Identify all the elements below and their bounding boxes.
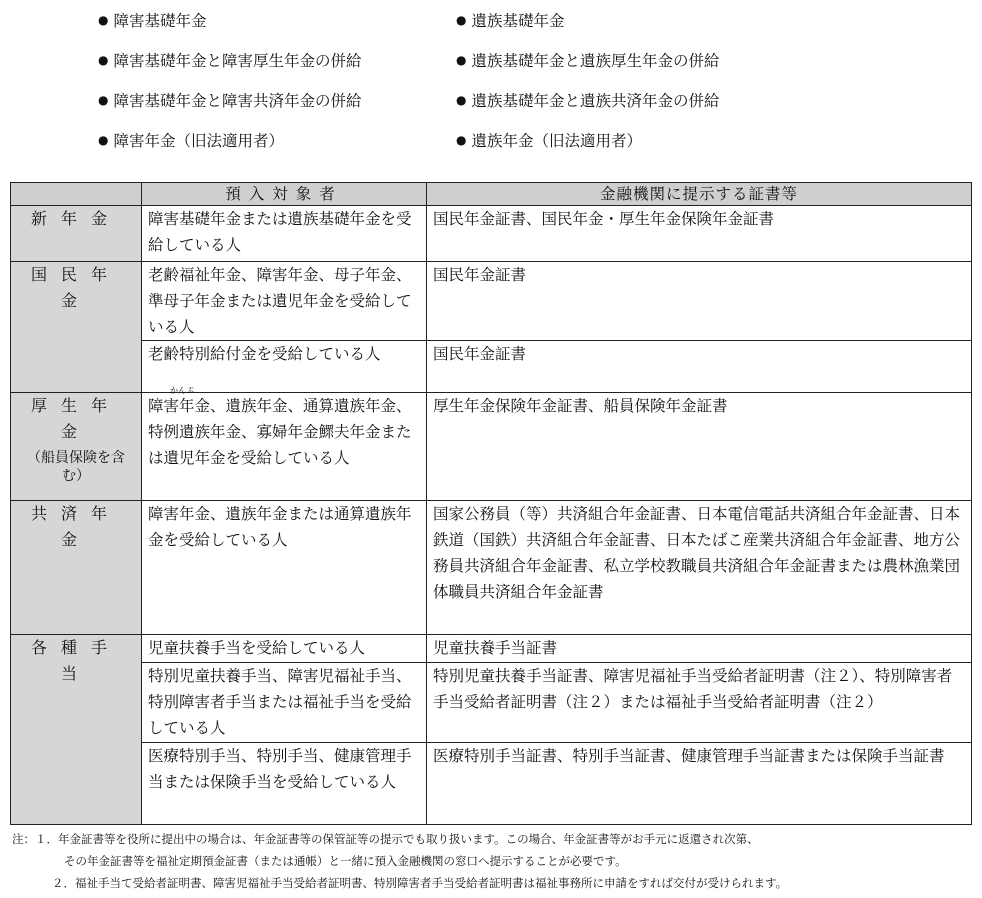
note-1 <box>12 828 974 850</box>
table-row <box>11 393 972 501</box>
header-subject: 預入対象者 <box>142 183 427 206</box>
docs-cell: 国民年金証書、国民年金・厚生年金保険年金証書 <box>427 206 972 262</box>
bullet-dot-icon: ● <box>98 133 109 147</box>
table-row <box>11 262 972 341</box>
table-header-row <box>11 183 972 206</box>
pension-deposit-table <box>10 182 972 825</box>
bullet-text: 障害基礎年金と障害共済年金の併給 <box>113 92 362 110</box>
category-kosei-label: 厚生年金 <box>30 396 121 441</box>
table-row <box>11 501 972 635</box>
bullet-text: 遺族基礎年金と遺族共済年金の併給 <box>471 92 720 110</box>
note-1-continued: その年金証書等を福祉定期預金証書（または通帳）と一緒に預入金融機関の窓口へ提示することが必要です。 <box>64 854 627 868</box>
table-row <box>11 743 972 825</box>
bullet-text: 遺族基礎年金 <box>471 12 565 30</box>
note-2-text: 福祉手当て受給者証明書、障害児福祉手当受給者証明書、特別障害者手当受給者証明書は福祉事務所に申請をすれば交付が受けられます。 <box>75 876 788 890</box>
subject-text: 障害年金、遺族年金、通算遺族年金、特例遺族年金、寡婦年金鰥夫年金または遺児年金を受給している人 <box>148 397 412 467</box>
bullet-text: 障害年金（旧法適用者） <box>113 132 284 150</box>
bullet-item <box>456 48 796 88</box>
subject-cell: 老齢福祉年金、障害年金、母子年金、準母子年金または遺児年金を受給している人 <box>142 262 427 341</box>
bullet-item <box>98 88 456 128</box>
docs-cell: 児童扶養手当証書 <box>427 635 972 663</box>
bullet-dot-icon: ● <box>456 133 467 147</box>
bullet-item <box>98 48 456 88</box>
docs-cell: 国民年金証書 <box>427 262 972 341</box>
bullet-dot-icon: ● <box>456 93 467 107</box>
bullet-dot-icon: ● <box>456 13 467 27</box>
category-shin-nenkin: 新年金 <box>11 206 142 262</box>
category-kosei <box>11 393 142 501</box>
category-kokumin: 国民年金 <box>11 262 142 393</box>
table-row <box>11 663 972 743</box>
header-category <box>11 183 142 206</box>
bullet-text: 遺族基礎年金と遺族厚生年金の併給 <box>471 52 720 70</box>
bullet-text: 遺族年金（旧法適用者） <box>471 132 642 150</box>
bullet-item <box>98 128 456 168</box>
bullet-dot-icon: ● <box>98 93 109 107</box>
note-2-label: ２． <box>52 876 75 890</box>
subject-cell: 医療特別手当、特別手当、健康管理手当または保険手当を受給している人 <box>142 743 427 825</box>
footnotes <box>12 828 974 894</box>
bullet-list <box>98 8 796 168</box>
bullet-text: 障害基礎年金 <box>113 12 207 30</box>
bullet-item <box>456 128 796 168</box>
subject-cell: 老齢特別給付金を受給している人 <box>142 341 427 393</box>
category-kyosai: 共済年金 <box>11 501 142 635</box>
table-row <box>11 635 972 663</box>
bullet-item <box>456 88 796 128</box>
category-kosei-sub: （船員保険を含む） <box>27 450 125 484</box>
subject-cell: 特別児童扶養手当、障害児福祉手当、特別障害者手当または福祉手当を受給している人 <box>142 663 427 743</box>
bullet-item <box>98 8 456 48</box>
docs-cell: 特別児童扶養手当証書、障害児福祉手当受給者証明書（注２）、特別障害者手当受給者証明書（注２）または福祉手当受給者証明書（注２） <box>427 663 972 743</box>
bullet-item <box>456 8 796 48</box>
table-row <box>11 206 972 262</box>
subject-cell: 児童扶養手当を受給している人 <box>142 635 427 663</box>
bullet-dot-icon: ● <box>98 13 109 27</box>
subject-cell: かんぷ 障害年金、遺族年金、通算遺族年金、特例遺族年金、寡婦年金鰥夫年金または遺児年金を受給している人 <box>142 393 427 501</box>
docs-cell: 国民年金証書 <box>427 341 972 393</box>
note-1-label: 注：１． <box>12 832 58 846</box>
subject-cell: 障害年金、遺族年金または通算遺族年金を受給している人 <box>142 501 427 635</box>
docs-cell: 厚生年金保険年金証書、船員保険年金証書 <box>427 393 972 501</box>
bullet-text: 障害基礎年金と障害厚生年金の併給 <box>113 52 362 70</box>
bullet-dot-icon: ● <box>98 53 109 67</box>
bullet-dot-icon: ● <box>456 53 467 67</box>
category-teate: 各種手当 <box>11 635 142 825</box>
docs-cell: 国家公務員（等）共済組合年金証書、日本電信電話共済組合年金証書、日本鉄道（国鉄）共済組合年金証書、日本たばこ産業共済組合年金証書、地方公務員共済組合年金証書、私立学校教職員共済組合年金証書または農林漁業団体職員共済組合年金証書 <box>427 501 972 635</box>
header-docs: 金融機関に提示する証書等 <box>427 183 972 206</box>
docs-cell: 医療特別手当証書、特別手当証書、健康管理手当証書または保険手当証書 <box>427 743 972 825</box>
table-row <box>11 341 972 393</box>
note-1-line-1: 年金証書等を役所に提出中の場合は、年金証書等の保管証等の提示でも取り扱います。この場合、年金証書等がお手元に返還され次第、 <box>58 832 759 846</box>
note-2 <box>12 872 974 894</box>
subject-cell: 障害基礎年金または遺族基礎年金を受給している人 <box>142 206 427 262</box>
